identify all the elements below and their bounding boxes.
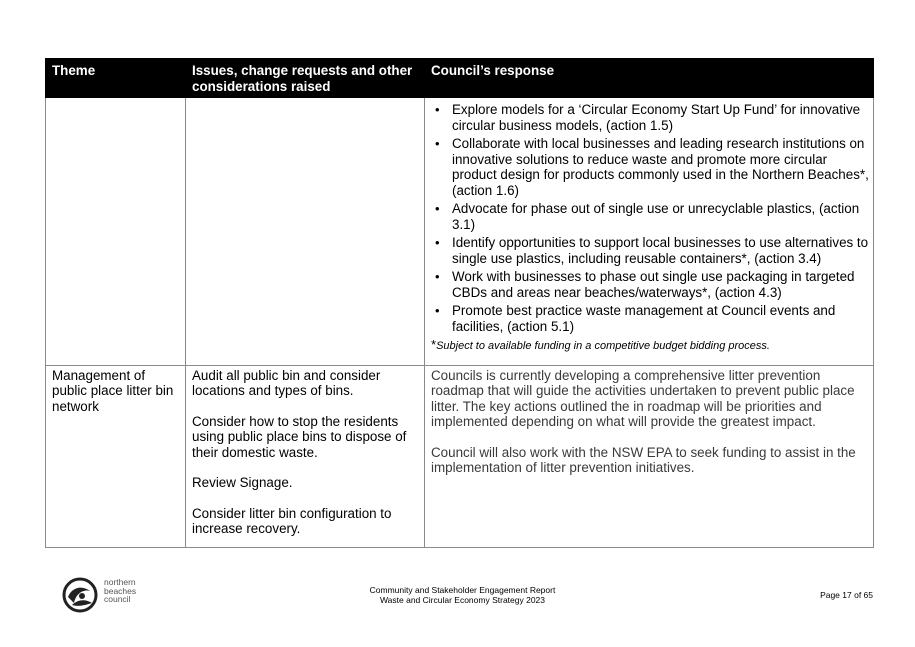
bullet-icon: • xyxy=(435,136,440,151)
header-response: Council’s response xyxy=(425,59,874,98)
bullet-icon: • xyxy=(435,269,440,284)
page-number: Page 17 of 65 xyxy=(820,590,873,600)
funding-footnote: *Subject to available funding in a competitive budget bidding process. xyxy=(431,337,770,352)
bullet-icon: • xyxy=(435,303,440,318)
action-list xyxy=(431,102,870,334)
table-row xyxy=(46,98,874,366)
council-logo xyxy=(60,575,150,617)
bullet-icon: • xyxy=(435,235,440,250)
header-theme: Theme xyxy=(46,59,186,98)
issues-cell xyxy=(186,98,425,366)
response-table xyxy=(45,58,874,548)
list-item: • Collaborate with local businesses and leading research institutions on innovative solutions to reduce waste and promote more circular product design for products commonly used in the Northern Beaches*, (action 1.6) xyxy=(435,136,869,198)
footer-title: Community and Stakeholder Engagement Report Waste and Circular Economy Strategy 2023 xyxy=(369,585,556,605)
bullet-icon: • xyxy=(435,102,440,117)
table-row xyxy=(46,365,874,547)
list-item: • Promote best practice waste management at Council events and facilities, (action 5.1) xyxy=(435,303,836,334)
logo-wordmark: northern beaches council xyxy=(104,577,137,604)
issue-text: Consider litter bin configuration to increase recovery. xyxy=(192,505,392,536)
theme-cell xyxy=(46,98,186,366)
issue-text: Consider how to stop the residents using public place bins to dispose of their domestic waste. xyxy=(192,413,407,460)
issue-text: Review Signage. xyxy=(192,475,293,490)
list-item: • Advocate for phase out of single use or unrecyclable plastics, (action 3.1) xyxy=(435,201,860,232)
header-issues: Issues, change requests and other considerations raised xyxy=(186,59,425,98)
list-item: • Explore models for a ‘Circular Economy Start Up Fund’ for innovative circular business models, (action 1.5) xyxy=(435,102,861,133)
northern-beaches-logo-icon xyxy=(60,575,100,615)
response-text: Council will also work with the NSW EPA to seek funding to assist in the implementation of litter prevention initiatives. xyxy=(431,444,856,475)
theme-cell: Management of public place litter bin network xyxy=(46,365,186,547)
bullet-icon: • xyxy=(435,201,440,216)
issue-text: Audit all public bin and consider locations and types of bins. xyxy=(192,367,381,398)
response-cell xyxy=(425,98,874,366)
list-item: • Identify opportunities to support local businesses to use alternatives to single use plastics, including reusable containers*, (action 3.4) xyxy=(435,235,869,266)
response-cell xyxy=(425,365,874,547)
table-header-row xyxy=(46,59,874,98)
list-item: • Work with businesses to phase out single use packaging in targeted CBDs and areas near beaches/waterways*, (action 4.3) xyxy=(435,269,855,300)
response-text: Councils is currently developing a comprehensive litter prevention roadmap that will guide the activities undertaken to prevent public place litter. The key actions outlined the in roadmap will be priorities and implemented depending on what will provide the greatest impact. xyxy=(431,367,855,429)
issues-cell xyxy=(186,365,425,547)
